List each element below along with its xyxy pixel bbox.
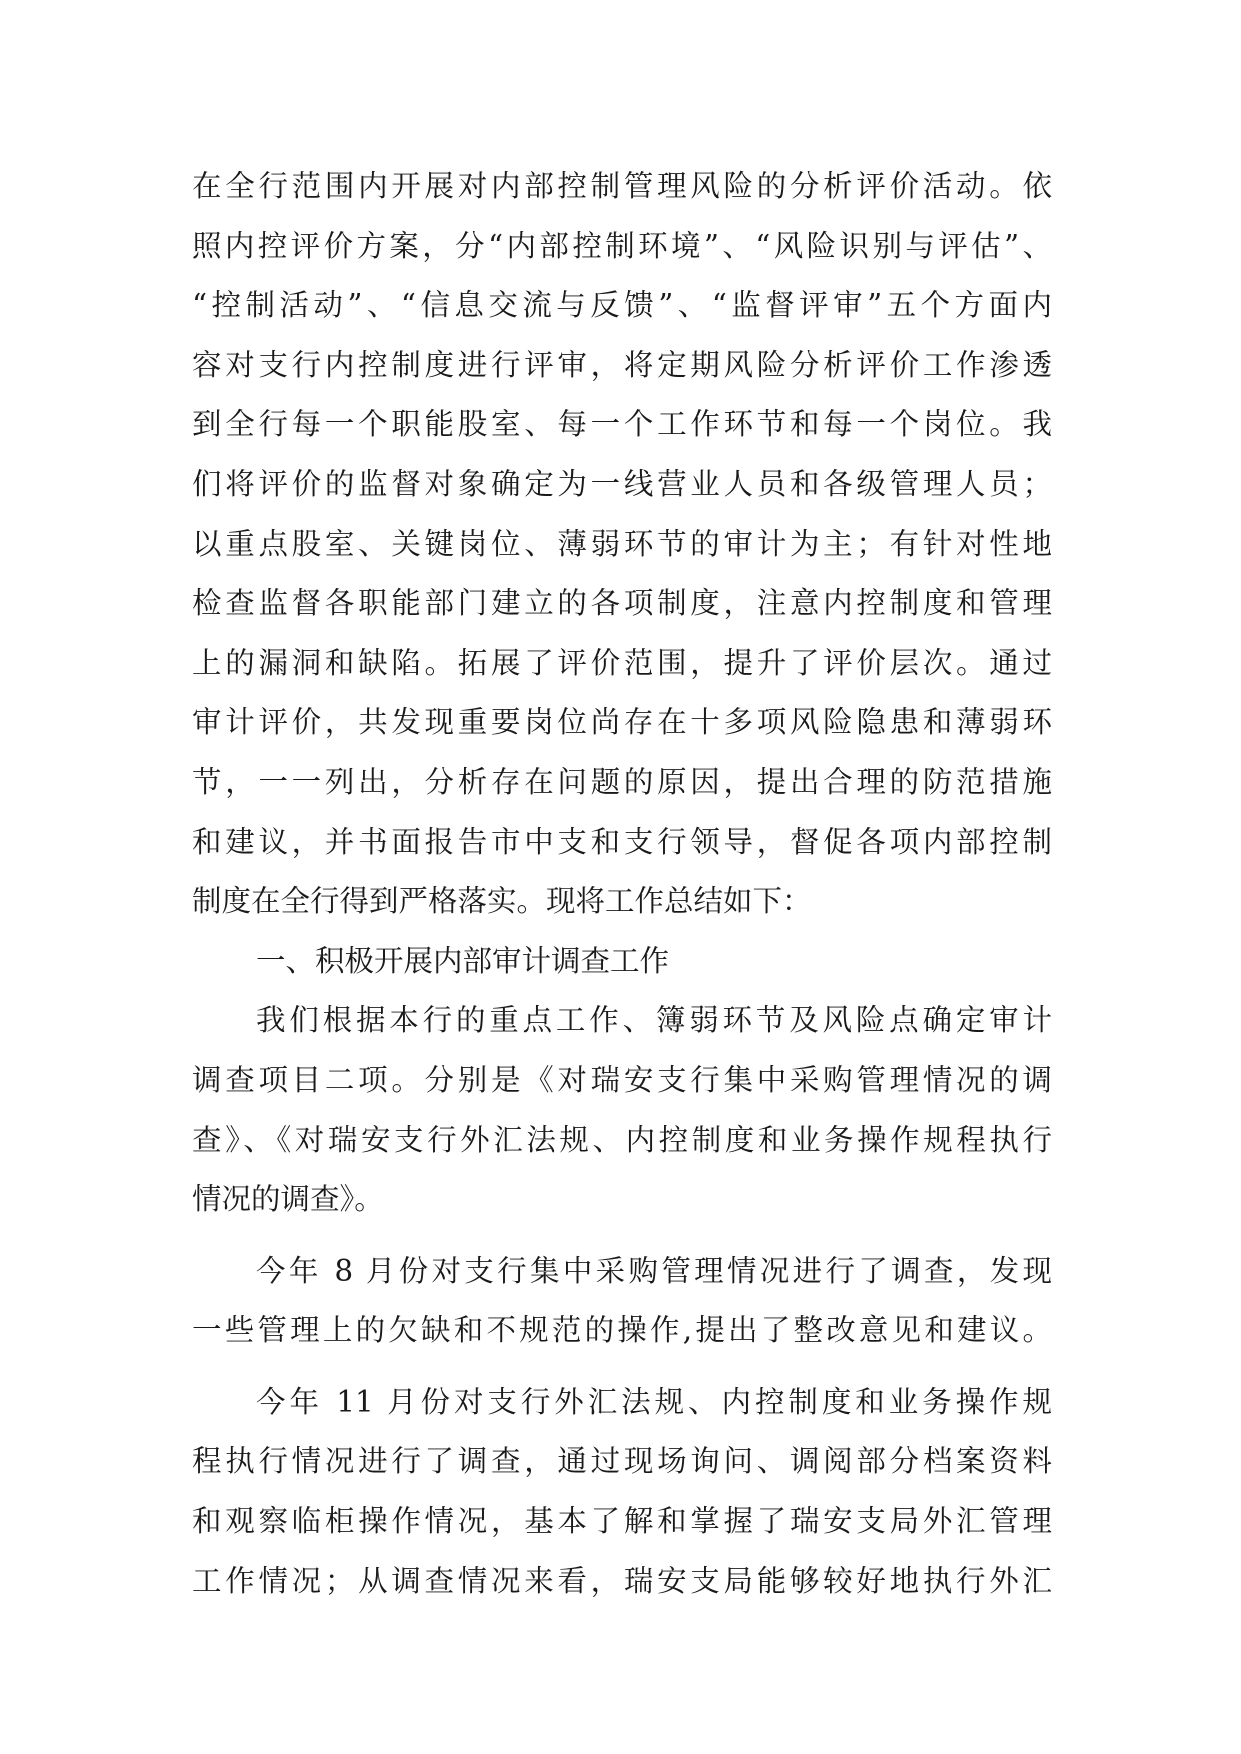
text-line: 照内控评价方案，分“内部控制环境”、“风险识别与评估”、 [192, 228, 1052, 263]
text-line: 查》、《对瑞安支行外汇法规、内控制度和业务操作规程执行 [192, 1122, 1052, 1157]
paragraph [192, 991, 1052, 1229]
text-line: 情况的调查》。 [192, 1182, 384, 1217]
text-line: 制度在全行得到严格落实。现将工作总结如下： [192, 884, 812, 919]
text-line: 今年 8 月份对支行集中采购管理情况进行了调查，发现 [256, 1253, 1052, 1288]
paragraph [192, 1242, 1052, 1361]
section-heading [192, 932, 1052, 992]
text-line: 我们根据本行的重点工作、簿弱环节及风险点确定审计 [256, 1003, 1052, 1038]
text-line: “控制活动”、“信息交流与反馈”、“监督评审”五个方面内 [192, 288, 1052, 323]
text-line: 今年 11 月份对支行外汇法规、内控制度和业务操作规 [256, 1384, 1052, 1419]
text-line: 以重点股室、关键岗位、薄弱环节的审计为主；有针对性地 [192, 526, 1052, 561]
paragraph [192, 1373, 1052, 1611]
text-line: 们将评价的监督对象确定为一线营业人员和各级管理人员； [192, 466, 1052, 501]
text-line: 和观察临柜操作情况，基本了解和掌握了瑞安支局外汇管理 [192, 1504, 1052, 1539]
heading-text: 一、积极开展内部审计调查工作 [256, 943, 670, 978]
text-line: 工作情况；从调查情况来看，瑞安支局能够较好地执行外汇 [192, 1563, 1052, 1598]
text-line: 一些管理上的欠缺和不规范的操作,提出了整改意见和建议。 [192, 1313, 1052, 1348]
text-line: 上的漏洞和缺陷。拓展了评价范围，提升了评价层次。通过 [192, 645, 1052, 680]
text-line: 检查监督各职能部门建立的各项制度，注意内控制度和管理 [192, 586, 1052, 621]
text-line: 程执行情况进行了调查，通过现场询问、调阅部分档案资料 [192, 1444, 1052, 1479]
text-line: 审计评价，共发现重要岗位尚存在十多项风险隐患和薄弱环 [192, 705, 1052, 740]
text-line: 到全行每一个职能股室、每一个工作环节和每一个岗位。我 [192, 407, 1052, 442]
paragraph-spacer [192, 1230, 1052, 1242]
paragraph [192, 157, 1052, 932]
text-line: 在全行范围内开展对内部控制管理风险的分析评价活动。依 [192, 169, 1052, 203]
text-line: 容对支行内控制度进行评审，将定期风险分析评价工作渗透 [192, 347, 1052, 382]
text-line: 节，一一列出，分析存在问题的原因，提出合理的防范措施 [192, 764, 1052, 799]
document-body [192, 157, 1052, 1611]
text-line: 和建议，并书面报告市中支和支行领导，督促各项内部控制 [192, 824, 1052, 859]
paragraph-spacer [192, 1361, 1052, 1373]
text-line: 调查项目二项。分别是《对瑞安支行集中采购管理情况的调 [192, 1062, 1052, 1097]
